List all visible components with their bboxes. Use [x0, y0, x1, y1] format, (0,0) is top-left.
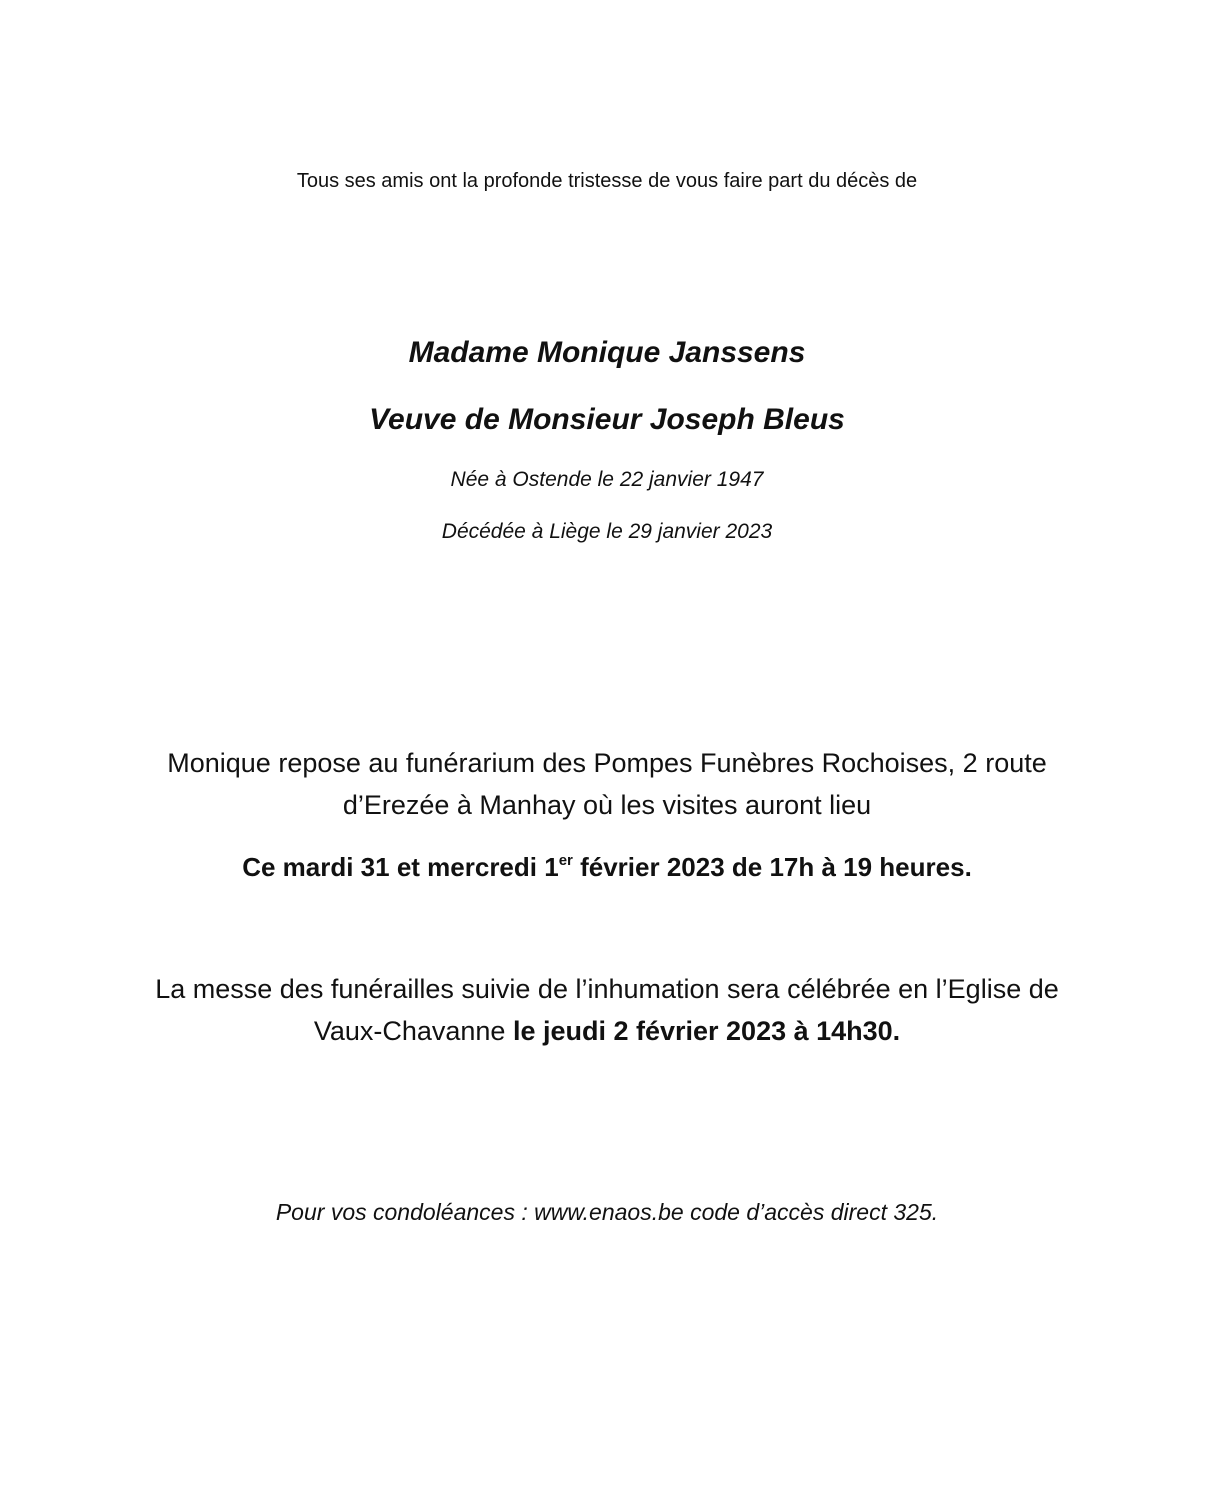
- visit-schedule-start: Ce mardi 31 et mercredi 1: [242, 852, 559, 882]
- visit-schedule: [0, 852, 1214, 883]
- repose-text-line-1: Monique repose au funérarium des Pompes Funèbres Rochoises, 2 route: [167, 748, 1047, 778]
- intro-text: Tous ses amis ont la profonde tristesse de vous faire part du décès de: [296, 170, 918, 192]
- condolences-text: Pour vos condoléances : www.enaos.be code d’accès direct 325.: [275, 1199, 939, 1225]
- deceased-name: Madame Monique Janssens: [408, 336, 806, 369]
- funeral-text-line-2: [0, 1016, 1214, 1047]
- funeral-date-time: le jeudi 2 février 2023 à 14h30.: [512, 1016, 901, 1046]
- repose-text-line-2: d’Erezée à Manhay où les visites auront lieu: [342, 790, 872, 820]
- birth-info: Née à Ostende le 22 janvier 1947: [450, 468, 764, 491]
- visit-schedule-end: février 2023 de 17h à 19 heures.: [572, 852, 972, 882]
- funeral-text-line-1: La messe des funérailles suivie de l’inhumation sera célébrée en l’Eglise de: [155, 974, 1059, 1004]
- funeral-church-name: Vaux-Chavanne: [313, 1016, 513, 1046]
- visit-ordinal-suffix: er: [558, 852, 573, 869]
- widow-of-text: Veuve de Monsieur Joseph Bleus: [369, 403, 845, 436]
- death-info: Décédée à Liège le 29 janvier 2023: [441, 520, 773, 543]
